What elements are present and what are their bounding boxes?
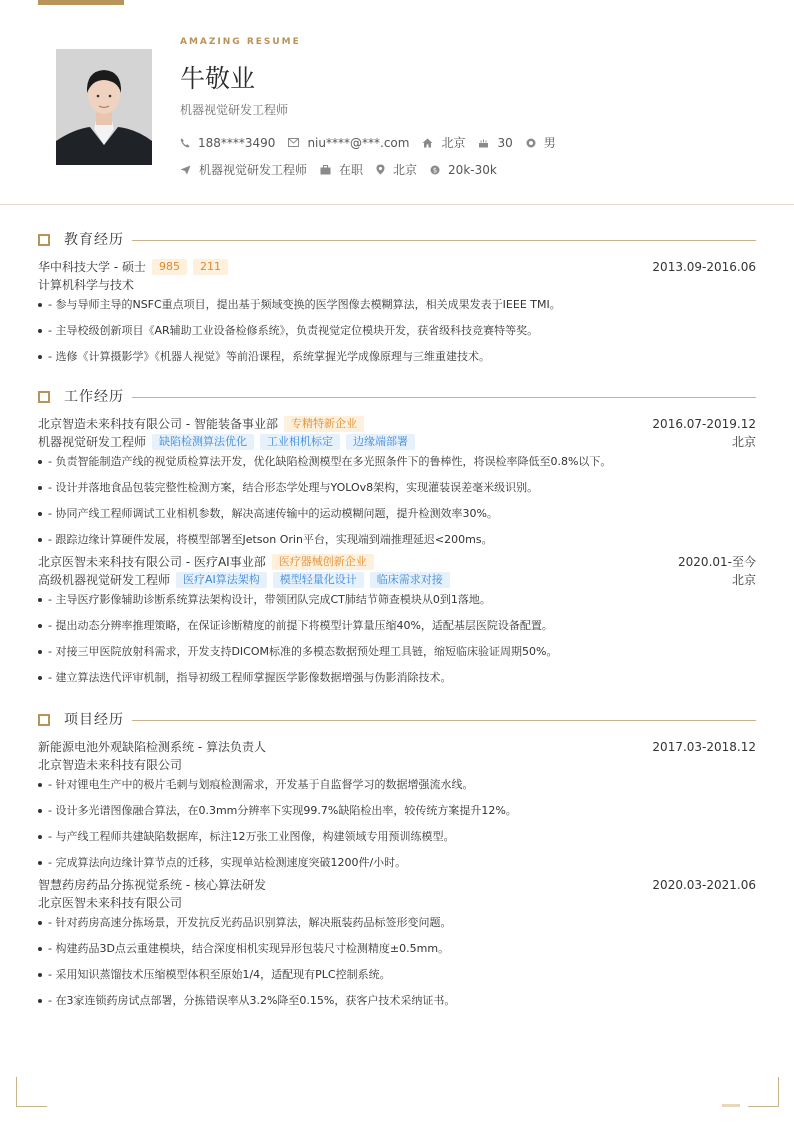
bullet-dot-icon [38,650,42,654]
bullet-dot-icon [38,538,42,542]
list-item [38,455,756,469]
corner-ornament-left [16,1077,47,1107]
age-text: 30 [497,135,513,150]
bullet-dot-icon [38,921,42,925]
school-row [38,258,756,276]
top-accent-bar [38,0,124,5]
work-entry [38,553,756,685]
section-rule [132,720,756,721]
bullet-dot-icon [38,835,42,839]
project-entry [38,738,756,870]
gender-text: 男 [543,136,556,150]
list-item-text: - 主导校级创新项目《AR辅助工业设备检修系统》，负责视觉定位模块开发，获省级科技竞赛特等奖。 [48,324,539,337]
section-header [38,387,756,407]
cake-icon [478,138,489,148]
salary-text: 20k-30k [448,162,497,177]
corner-ornament-right [748,1077,779,1107]
skill-tag: 缺陷检测算法优化 [152,434,254,450]
mail-icon [288,138,299,147]
bullet-dot-icon [38,303,42,307]
gender-item [526,134,556,151]
list-item [38,968,756,982]
intended-city-text: 北京 [393,163,418,177]
project-company: 北京医智未来科技有限公司 [38,896,183,910]
project-company-row [38,894,756,912]
bullet-dot-icon [38,355,42,359]
bullet-dot-icon [38,486,42,490]
list-item-text: - 对接三甲医院放射科需求，开发支持DICOM标准的多模态数据预处理工具链，缩短临床验证周期50%。 [48,645,558,658]
bullet-dot-icon [38,809,42,813]
work-section [38,387,756,697]
bullet-dot-icon [38,598,42,602]
skill-tag: 模型轻量化设计 [273,572,364,588]
list-item [38,350,756,364]
bullet-dot-icon [38,999,42,1003]
header-divider [0,204,794,205]
list-item [38,804,756,818]
briefcase-icon [320,165,331,175]
intended-role-text: 机器视觉研发工程师 [199,163,308,177]
hometown-text: 北京 [441,136,466,150]
profile-photo [56,49,152,165]
section-square-icon [38,714,50,726]
project-entry [38,876,756,1008]
bullet-dot-icon [38,861,42,865]
skill-tag: 工业相机标定 [260,434,340,450]
send-icon [180,165,191,175]
company-row [38,415,756,433]
list-item [38,830,756,844]
list-item-text: - 设计多光谱图像融合算法，在0.3mm分辨率下实现99.7%缺陷检出率，较传统方案提升12%。 [48,804,517,817]
phone-text: 188****3490 [198,135,276,150]
list-item [38,298,756,312]
bullet-dot-icon [38,460,42,464]
section-square-icon [38,234,50,246]
salary-item [430,163,497,177]
list-item [38,994,756,1008]
list-item-text: - 主导医疗影像辅助诊断系统算法架构设计，带领团队完成CT肺结节筛查模块从0到1落地。 [48,593,491,606]
education-entry [38,258,756,364]
list-item-text: - 建立算法迭代评审机制，指导初级工程师掌握医学影像数据增强与伪影消除技术。 [48,671,452,684]
section-title: 教育经历 [64,232,124,248]
project-name: 新能源电池外观缺陷检测系统 - 算法负责人 [38,740,266,754]
list-item [38,481,756,495]
list-item-text: - 构建药品3D点云重建模块，结合深度相机实现异形包装尺寸检测精度±0.5mm。 [48,942,450,955]
location-icon [376,164,385,175]
school-tag: 211 [193,259,228,275]
bullet-dot-icon [38,512,42,516]
phone-icon [180,138,190,148]
person-portrait-icon [56,49,152,165]
list-item [38,507,756,521]
date-range: 2016.07-2019.12 [652,417,756,431]
list-item-text: - 协同产线工程师调试工业相机参数，解决高速传输中的运动模糊问题，提升检测效率30%。 [48,507,498,520]
date-range: 2020.01-至今 [678,555,756,569]
major: 计算机科学与技术 [38,278,135,292]
project-name: 智慧药房药品分拣视觉系统 - 核心算法研发 [38,878,266,892]
list-item [38,593,756,607]
section-title: 项目经历 [64,712,124,728]
list-item [38,778,756,792]
list-item-text: - 完成算法向边缘计算节点的迁移，实现单站检测速度突破1200件/小时。 [48,856,407,869]
status-text: 在职 [339,163,364,177]
salary-icon [430,165,440,175]
role-row [38,433,756,451]
bullet-dot-icon [38,973,42,977]
project-row [38,876,756,894]
company-name: 北京智造未来科技有限公司 - 智能装备事业部 [38,417,278,431]
bullet-dot-icon [38,676,42,680]
company-row [38,553,756,571]
section-rule [132,240,756,241]
date-range: 2020.03-2021.06 [652,878,756,892]
hometown-item [422,134,465,151]
role-title: 高级机器视觉研发工程师 [38,573,171,587]
bullet-dot-icon [38,947,42,951]
list-item [38,533,756,547]
contact-row [180,134,569,151]
page-marker [722,1104,740,1107]
brand-label: AMAZING RESUME [180,37,301,47]
project-company: 北京智造未来科技有限公司 [38,758,183,772]
date-range: 2017.03-2018.12 [652,740,756,754]
intended-city-item [376,161,417,178]
list-item [38,324,756,338]
list-item-text: - 负责智能制造产线的视觉质检算法开发，优化缺陷检测模型在多光照条件下的鲁棒性，将误检率降低至0.8%以下。 [48,455,612,468]
company-tag: 医疗器械创新企业 [272,554,374,570]
section-header [38,710,756,730]
work-entry [38,415,756,547]
bullet-dot-icon [38,783,42,787]
company-name: 北京医智未来科技有限公司 - 医疗AI事业部 [38,555,266,569]
list-item-text: - 设计并落地食品包装完整性检测方案，结合形态学处理与YOLOv8架构，实现灌装误差毫米级识别。 [48,481,539,494]
list-item [38,671,756,685]
email-item [288,136,409,150]
skill-tag: 临床需求对接 [370,572,450,588]
section-rule [132,397,756,398]
school-name: 华中科技大学 - 硕士 [38,260,146,274]
list-item [38,856,756,870]
svg-text:$: $ [432,166,438,175]
phone-item [180,136,275,150]
bullet-dot-icon [38,329,42,333]
role-row [38,571,756,589]
candidate-name: 牛敬业 [180,64,256,93]
work-city: 北京 [731,435,756,449]
work-city: 北京 [731,573,756,587]
job-intention-row [180,161,510,178]
company-tag: 专精特新企业 [284,416,364,432]
list-item-text: - 针对锂电生产中的极片毛刺与划痕检测需求，开发基于自监督学习的数据增强流水线。 [48,778,474,791]
role-title: 机器视觉研发工程师 [38,435,147,449]
list-item-text: - 选修《计算摄影学》《机器人视觉》等前沿课程，系统掌握光学成像原理与三维重建技术。 [48,350,490,363]
intended-role-item [180,161,307,178]
list-item [38,942,756,956]
school-tag: 985 [152,259,187,275]
list-item-text: - 与产线工程师共建缺陷数据库，标注12万张工业图像，构建领域专用预训练模型。 [48,830,455,843]
education-section [38,230,756,376]
status-item [320,161,363,178]
gender-icon [526,138,536,148]
section-header [38,230,756,250]
list-item-text: - 针对药房高速分拣场景，开发抗反光药品识别算法，解决瓶装药品标签形变问题。 [48,916,452,929]
home-icon [422,138,433,148]
list-item-text: - 在3家连锁药房试点部署，分拣错误率从3.2%降至0.15%，获客户技术采纳证书。 [48,994,456,1007]
list-item-text: - 参与导师主导的NSFC重点项目，提出基于频域变换的医学图像去模糊算法，相关成果发表于IEEE TMI。 [48,298,561,311]
list-item-text: - 跟踪边缘计算硬件发展，将模型部署至Jetson Orin平台，实现端到端推理延迟<200ms。 [48,533,493,546]
date-range: 2013.09-2016.06 [652,260,756,274]
major-row [38,276,756,294]
section-title: 工作经历 [64,389,124,405]
project-company-row [38,756,756,774]
age-item [478,136,512,150]
list-item-text: - 提出动态分辨率推理策略，在保证诊断精度的前提下将模型计算量压缩40%，适配基层医院设备配置。 [48,619,553,632]
list-item-text: - 采用知识蒸馏技术压缩模型体积至原始1/4，适配现有PLC控制系统。 [48,968,391,981]
email-text: niu****@***.com [307,135,410,150]
list-item [38,645,756,659]
skill-tag: 边缘端部署 [346,434,415,450]
skill-tag: 医疗AI算法架构 [176,572,267,588]
projects-section [38,710,756,1020]
list-item [38,619,756,633]
project-row [38,738,756,756]
bullet-dot-icon [38,624,42,628]
section-square-icon [38,391,50,403]
list-item [38,916,756,930]
job-title: 机器视觉研发工程师 [180,103,289,117]
